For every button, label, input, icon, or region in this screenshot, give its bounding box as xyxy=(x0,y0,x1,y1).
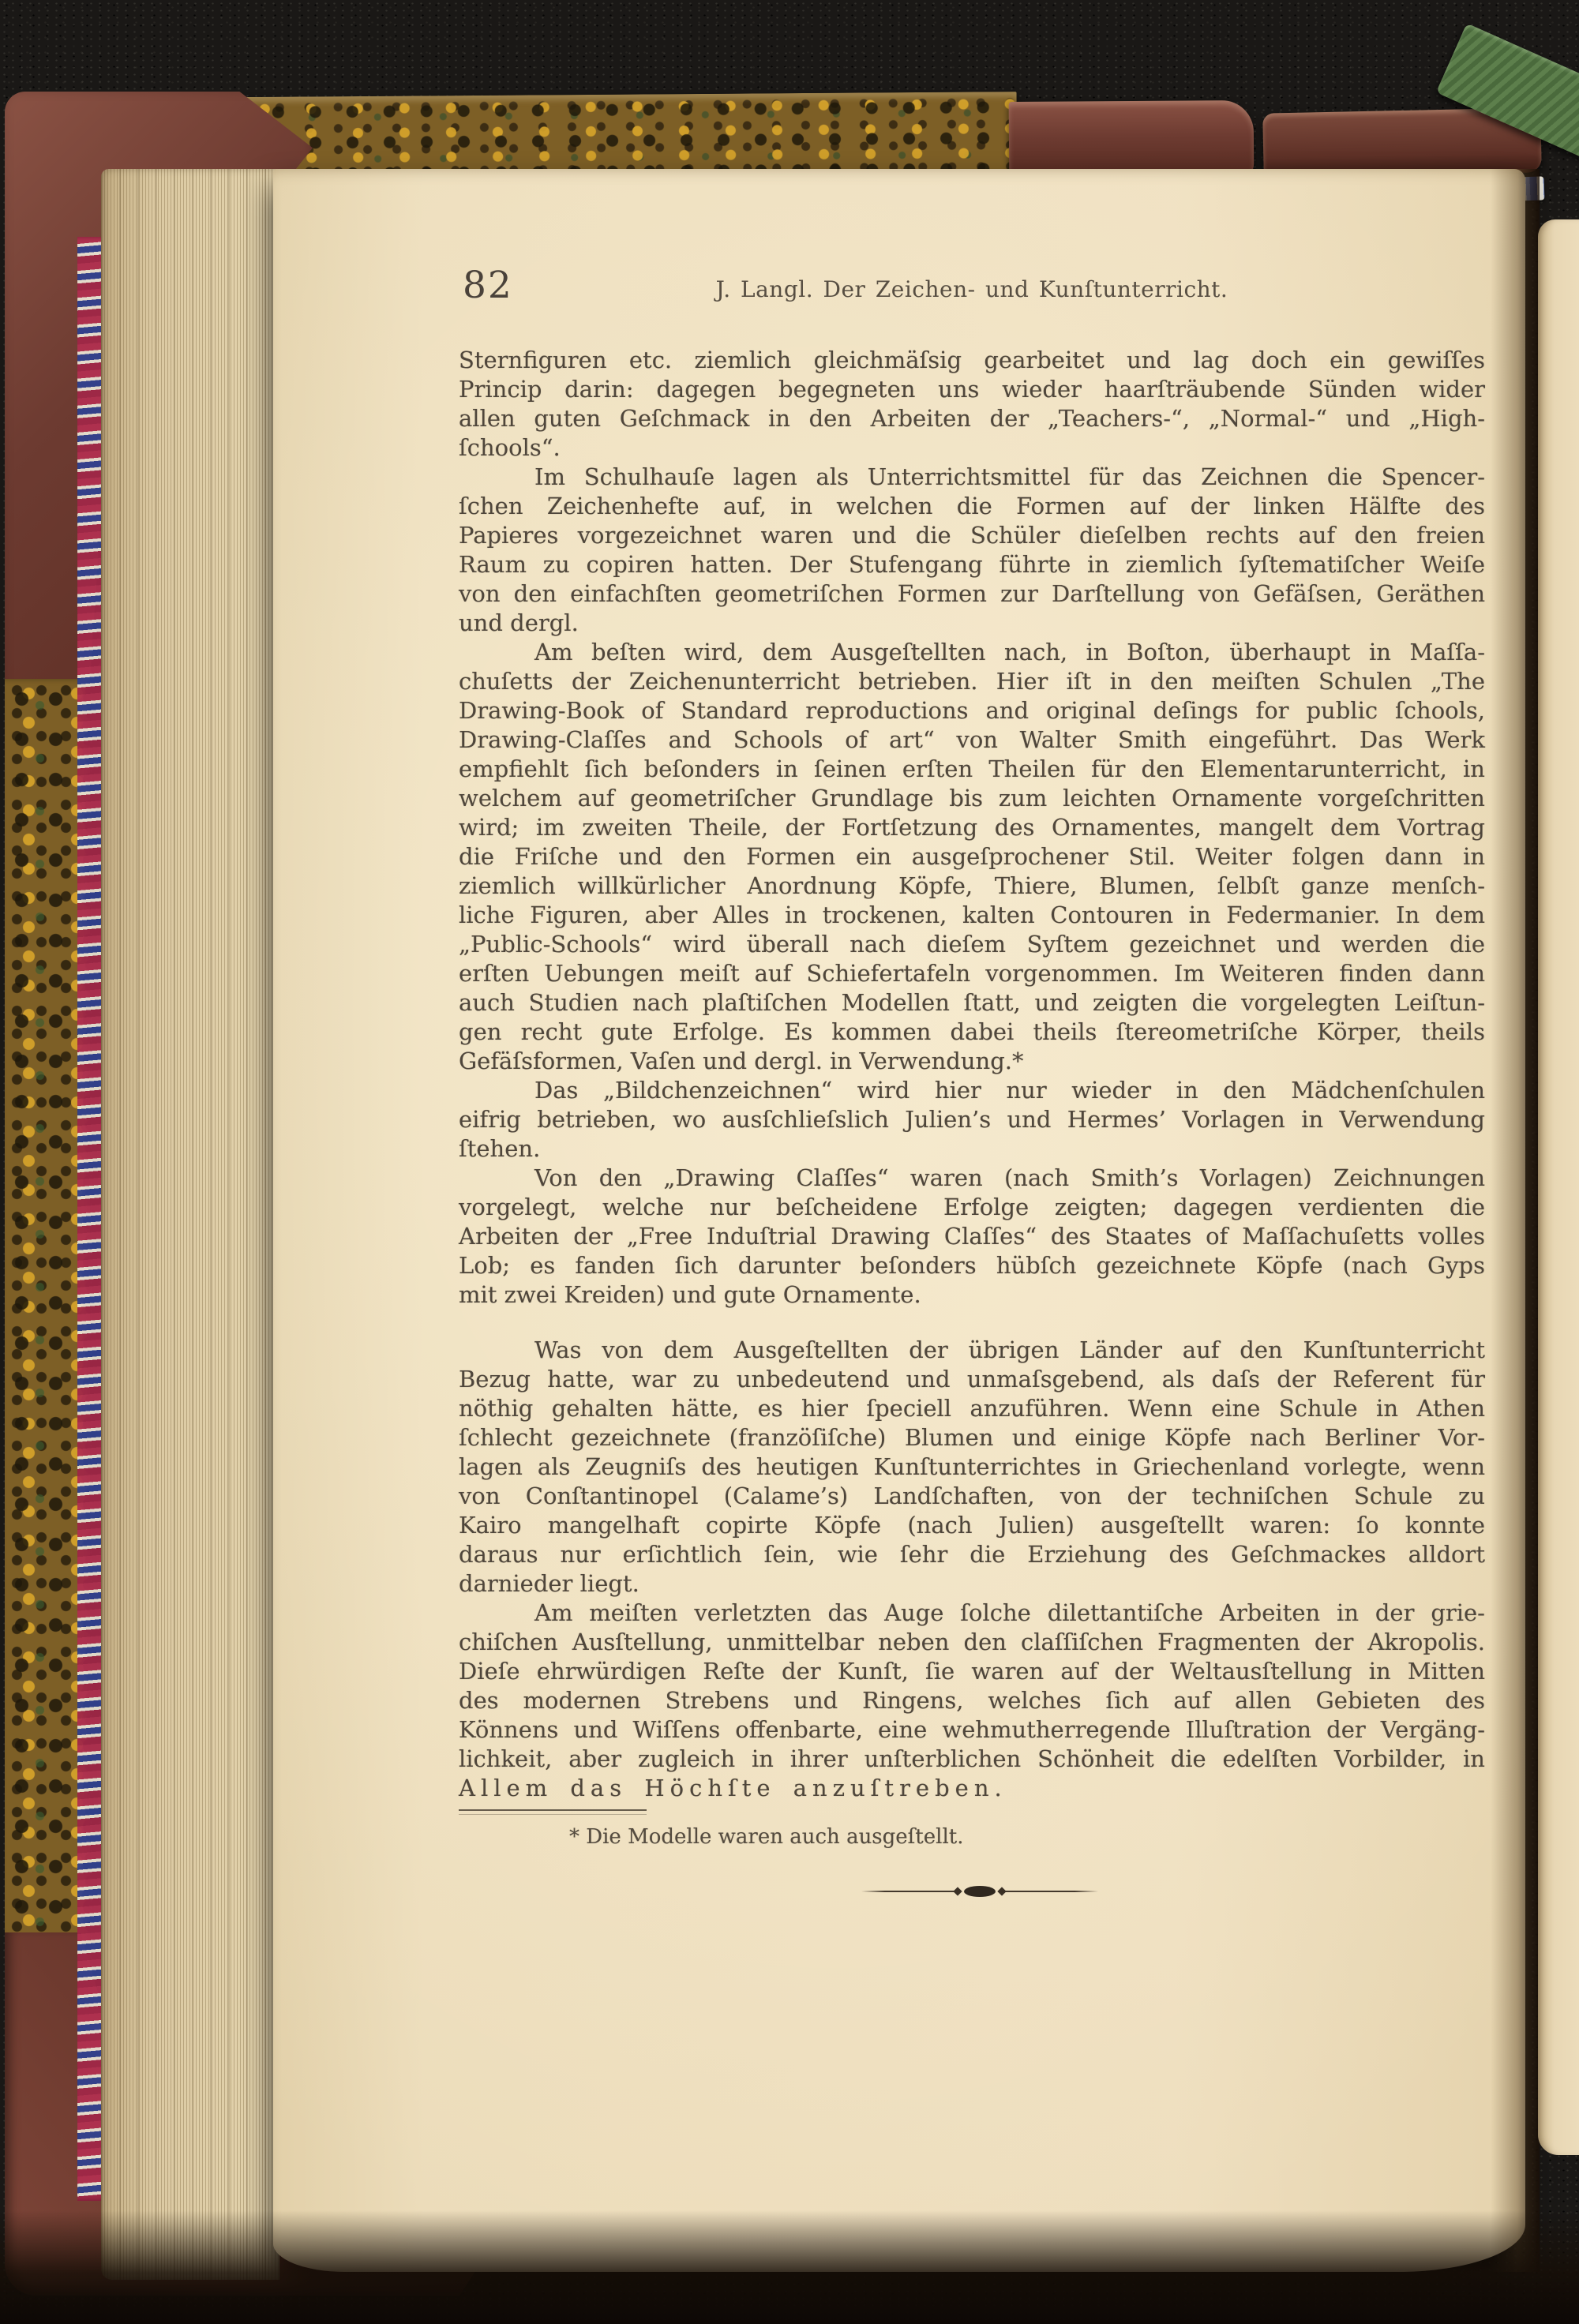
text-line: liche Figuren, aber Alles in trockenen, kalten Contouren in Federmanier. In dem xyxy=(459,901,1485,928)
text-line: Im Schulhauſe lagen als Unterrichtsmittel für das Zeichnen die Spencer- xyxy=(534,463,1485,490)
text-line: eifrig betrieben, wo ausſchlieſslich Julien’s und Hermes’ Vorlagen in Verwendung xyxy=(459,1106,1485,1133)
divider-spike-left xyxy=(953,1887,962,1895)
text-line: lichkeit, aber zugleich in ihrer unſterblichen Schönheit die edelſten Vorbilder, in xyxy=(459,1745,1485,1772)
text-line: gen recht gute Erfolge. Es kommen dabei theils ſtereometriſche Körper, theils xyxy=(459,1018,1485,1045)
text-line: wird; im zweiten Theile, der Fortſetzung des Ornamentes, mangelt dem Vortrag xyxy=(459,814,1485,841)
paragraph xyxy=(459,463,1485,638)
text-line: „Public-Schools“ wird überall nach dieſem Syſtem gezeichnet und werden die xyxy=(459,931,1485,958)
paragraph xyxy=(459,638,1485,1076)
text-line: allen guten Geſchmack in den Arbeiten der „Teachers-“, „Normal-“ und „High- xyxy=(459,405,1485,432)
text-line: von den einfachſten geometriſchen Formen zur Darſtellung von Gefäſsen, Geräthen xyxy=(459,580,1485,607)
text-line: ſchen Zeichenhefte auf, in welchen die Formen auf der linken Hälfte des xyxy=(459,493,1485,519)
text-line: chuſetts der Zeichenunterricht betrieben. Hier iſt in den meiſten Schulen „The xyxy=(459,668,1485,695)
divider-spike-right xyxy=(997,1887,1006,1895)
text-line: Könnens und Wiſſens offenbarte, eine wehmutherregende Illuſtration der Vergäng- xyxy=(459,1716,1485,1743)
divider-center-ornament xyxy=(964,1886,996,1897)
text-line: Am beſten wird, dem Ausgeſtellten nach, in Boſton, überhaupt in Maſſa- xyxy=(534,639,1485,665)
text-line: Das „Bildchenzeichnen“ wird hier nur wieder in den Mädchenſchulen xyxy=(534,1077,1485,1104)
text-line: Drawing-Claſſes and Schools of art“ von Walter Smith eingeführt. Das Werk xyxy=(459,726,1485,753)
page-fore-edge-stack xyxy=(101,169,279,2280)
paragraph xyxy=(459,1076,1485,1164)
decorative-divider xyxy=(861,1884,1098,1899)
text-line: Drawing-Book of Standard reproductions and original deſings for public ſchools, xyxy=(459,697,1485,724)
text-line: lagen als Zeugniſs des heutigen Kunſtunterrichtes in Griechenland vorlegte, wenn xyxy=(459,1453,1485,1480)
text-line: darnieder liegt. xyxy=(459,1570,639,1597)
text-line: Arbeiten der „Free Induſtrial Drawing Claſſes“ des Staates of Maſſachuſetts volles xyxy=(459,1223,1485,1250)
text-line: Princip darin: dagegen begegneten uns wieder haarſträubende Sünden wider xyxy=(459,376,1485,403)
text-line: Papieres vorgezeichnet waren und die Schüler dieſelben rechts auf den freien xyxy=(459,522,1485,549)
body-text xyxy=(459,346,1485,1803)
text-line: Lob; es fanden ſich darunter beſonders hübſch gezeichnete Köpfe (nach Gyps xyxy=(459,1252,1485,1279)
text-line: vorgelegt, welche nur beſcheidene Erfolge zeigten; dagegen verdienten die xyxy=(459,1194,1485,1220)
gutter-shadow xyxy=(1491,169,1540,2272)
bottom-shadow xyxy=(0,2210,1579,2324)
text-line: erſten Uebungen meiſt auf Schiefertafeln vorgenommen. Im Weiteren finden dann xyxy=(459,960,1485,987)
text-line: ſchools“. xyxy=(459,434,561,461)
text-line: Dieſe ehrwürdigen Reſte der Kunſt, ſie waren auf der Weltausſtellung in Mitten xyxy=(459,1658,1485,1685)
text-line: daraus nur erſichtlich ſein, wie ſehr die Erziehung des Geſchmackes alldort xyxy=(459,1541,1485,1568)
text-line: mit zwei Kreiden) und gute Ornamente. xyxy=(459,1281,921,1308)
text-line: Allem das Höchſte anzuſtreben. xyxy=(459,1775,1007,1801)
text-line: von Conſtantinopel (Calame’s) Landſchaften, von der techniſchen Schule zu xyxy=(459,1482,1485,1509)
text-line: ſchlecht gezeichnete (franzöſiſche) Blumen und einige Köpfe nach Berliner Vor- xyxy=(459,1424,1485,1451)
text-line: Was von dem Ausgeſtellten der übrigen Länder auf den Kunſtunterricht xyxy=(534,1336,1485,1363)
text-line: ſtehen. xyxy=(459,1135,541,1162)
text-line: ziemlich willkürlicher Anordnung Köpfe, Thiere, Blumen, ſelbſt ganze menſch- xyxy=(459,872,1485,899)
book-page xyxy=(273,169,1525,2272)
text-line: Bezug hatte, war zu unbedeutend und unmaſsgebend, als daſs der Referent für xyxy=(459,1366,1485,1393)
text-line: Raum zu copiren hatten. Der Stufengang führte in ziemlich ſyſtematiſcher Weiſe xyxy=(459,551,1485,578)
text-line: Kairo mangelhaft copirte Köpfe (nach Julien) ausgeſtellt waren: ſo konnte xyxy=(459,1512,1485,1539)
text-line: Sternfiguren etc. ziemlich gleichmäſsig gearbeitet und lag doch ein gewiſſes xyxy=(459,347,1485,373)
paragraph xyxy=(459,1336,1485,1599)
paragraph xyxy=(459,1164,1485,1310)
paragraph xyxy=(459,1599,1485,1803)
footnote-text: * Die Modelle waren auch ausgeſtellt. xyxy=(569,1825,964,1849)
text-line: empfiehlt ſich beſonders in ſeinen erſten Theilen für den Elementarunterricht, in xyxy=(459,755,1485,782)
text-line: die Friſche und den Formen ein ausgeſprochener Stil. Weiter folgen dann in xyxy=(459,843,1485,870)
divider-line-left xyxy=(861,1891,955,1892)
text-line: welchem auf geometriſcher Grundlage bis zum leichten Ornamente vorgeſchritten xyxy=(459,785,1485,812)
text-line: chiſchen Ausſtellung, unmittelbar neben den claſſiſchen Fragmenten der Akropolis. xyxy=(459,1629,1485,1655)
paragraph xyxy=(459,346,1485,463)
page-number: 82 xyxy=(463,264,513,307)
text-line: und dergl. xyxy=(459,609,579,636)
text-line: Am meiſten verletzten das Auge ſolche dilettantiſche Arbeiten in der grie- xyxy=(534,1599,1485,1626)
footnote-rule xyxy=(459,1809,647,1815)
running-header: J. Langl. Der Zeichen- und Kunſtunterricht. xyxy=(715,276,1228,302)
text-line: auch Studien nach plaſtiſchen Modellen ſtatt, und zeigten die vorgelegten Leiſtun- xyxy=(459,989,1485,1016)
divider-line-right xyxy=(1005,1891,1098,1892)
text-line: Von den „Drawing Claſſes“ waren (nach Smith’s Vorlagen) Zeichnungen xyxy=(534,1164,1485,1191)
text-line: des modernen Strebens und Ringens, welches ſich auf allen Gebieten des xyxy=(459,1687,1485,1714)
text-line: Gefäſsformen, Vaſen und dergl. in Verwendung.* xyxy=(459,1048,1024,1074)
text-line: nöthig gehalten hätte, es hier ſpeciell anzuführen. Wenn eine Schule in Athen xyxy=(459,1395,1485,1422)
facing-page-edge xyxy=(1538,219,1579,2155)
